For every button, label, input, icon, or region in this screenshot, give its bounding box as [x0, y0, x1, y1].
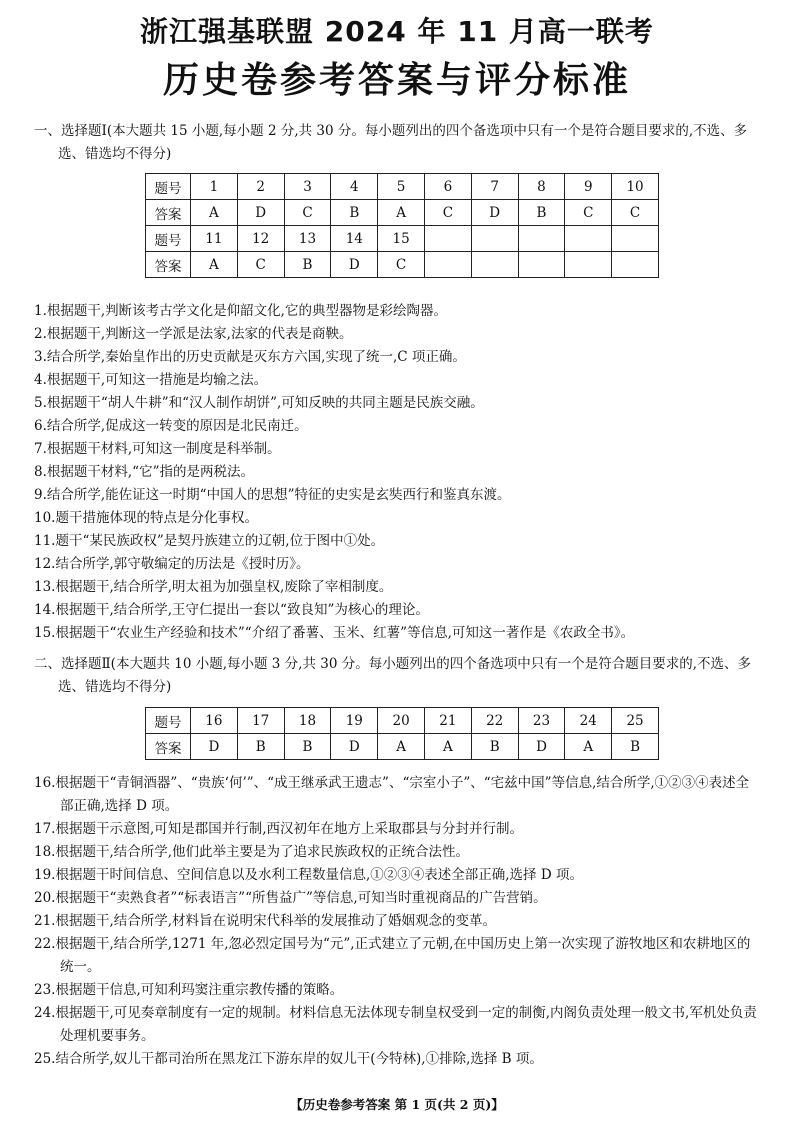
explanation-item: 1.根据题干,判断该考古学文化是仰韶文化,它的典型器物是彩绘陶器。	[34, 303, 447, 319]
explanations-list-2	[34, 772, 762, 1071]
table-cell	[518, 226, 565, 252]
table-cell: 23	[518, 708, 565, 734]
explanation-item: 21.根据题干,结合所学,材料旨在说明宋代科举的发展推动了婚姻观念的变革。	[34, 913, 497, 929]
explanation-item: 25.结合所学,奴儿干都司治所在黑龙江下游东岸的奴儿干(今特林),①排除,选择 B 项。	[34, 1051, 543, 1067]
table-cell: 16	[191, 708, 238, 734]
explanation-item: 8.根据题干材料,“它”指的是两税法。	[34, 464, 254, 480]
question-number-row	[146, 174, 659, 200]
table-cell: 10	[612, 174, 659, 200]
explanation-item: 6.结合所学,促成这一转变的原因是北民南迁。	[34, 418, 308, 434]
table-cell: 4	[331, 174, 378, 200]
table-row-label: 题号	[146, 708, 191, 734]
section1-intro-text: 一、选择题Ⅰ(本大题共 15 小题,每小题 2 分,共 30 分。每小题列出的四个备选项中只有一个是符合题目要求的,不选、多选、错选均不得分)	[34, 123, 748, 162]
explanation-item: 22.根据题干,结合所学,1271 年,忽必烈定国号为“元”,正式建立了元朝,在中国历史上第一次实现了游牧地区和农耕地区的统一。	[34, 936, 751, 975]
table-cell	[424, 252, 471, 278]
answer-table-1	[145, 173, 659, 278]
table-cell: 14	[331, 226, 378, 252]
table-cell: C	[424, 200, 471, 226]
table-cell	[612, 226, 659, 252]
table-cell: 24	[565, 708, 612, 734]
table-cell: 7	[471, 174, 518, 200]
table-cell: A	[378, 200, 425, 226]
explanation-item: 11.题干“某民族政权”是契丹族建立的辽朝,位于图中①处。	[34, 533, 385, 549]
table-cell: 3	[284, 174, 331, 200]
table-cell: 18	[284, 708, 331, 734]
table-cell: 20	[378, 708, 425, 734]
explanation-item: 17.根据题干示意图,可知是郡国并行制,西汉初年在地方上采取郡县与分封并行制。	[34, 821, 524, 837]
table-cell: C	[565, 200, 612, 226]
explanation-item: 7.根据题干材料,可知这一制度是科举制。	[34, 441, 281, 457]
answer-table-2	[145, 707, 659, 760]
table-cell: C	[237, 252, 284, 278]
explanation-item: 19.根据题干时间信息、空间信息以及水利工程数量信息,①②③④表述全部正确,选择 D 项。	[34, 867, 583, 883]
table-cell: A	[424, 734, 471, 760]
table-cell	[612, 252, 659, 278]
explanation-item: 16.根据题干“青铜酒器”、“贵族‘何’”、“成王继承武王遗志”、“宗室小子”、“宅兹中国”等信息,结合所学,①②③④表述全部正确,选择 D 项。	[34, 775, 750, 814]
table-cell	[471, 252, 518, 278]
table-cell: A	[378, 734, 425, 760]
explanation-item: 4.根据题干,可知这一措施是均输之法。	[34, 372, 268, 388]
table-cell: 9	[565, 174, 612, 200]
table-cell	[565, 226, 612, 252]
table-cell: B	[471, 734, 518, 760]
table-cell: B	[331, 200, 378, 226]
section2-intro-text: 二、选择题Ⅱ(本大题共 10 小题,每小题 3 分,共 30 分。每小题列出的四个备选项中只有一个是符合题目要求的,不选、多选、错选均不得分)	[34, 656, 752, 695]
table-row-label: 答案	[146, 252, 191, 278]
page-title: 浙江强基联盟 2024 年 11 月高一联考	[140, 15, 654, 48]
table-cell: D	[471, 200, 518, 226]
table-cell: 11	[191, 226, 238, 252]
page-footer: 【历史卷参考答案 第 1 页(共 2 页)】	[290, 1097, 504, 1112]
table-cell: A	[565, 734, 612, 760]
explanation-item: 2.根据题干,判断这一学派是法家,法家的代表是商鞅。	[34, 326, 353, 342]
table-cell: 5	[378, 174, 425, 200]
explanation-item: 10.题干措施体现的特点是分化事权。	[34, 510, 258, 526]
table-cell: B	[518, 200, 565, 226]
table-cell: 6	[424, 174, 471, 200]
question-number-row	[146, 708, 659, 734]
explanation-item: 20.根据题干“卖熟食者”“标表语言”“所售益广”等信息,可知当时重视商品的广告营销。	[34, 890, 547, 906]
table-cell: C	[378, 252, 425, 278]
answer-row	[146, 734, 659, 760]
table-cell: B	[612, 734, 659, 760]
table-cell: B	[237, 734, 284, 760]
explanation-item: 18.根据题干,结合所学,他们此举主要是为了追求民族政权的正统合法性。	[34, 844, 470, 860]
explanations-list-1	[34, 300, 762, 645]
table-cell: D	[191, 734, 238, 760]
explanation-item: 12.结合所学,郭守敬编定的历法是《授时历》。	[34, 556, 310, 572]
table-row-label: 题号	[146, 226, 191, 252]
table-cell: D	[518, 734, 565, 760]
table-row-label: 答案	[146, 200, 191, 226]
table-cell: 17	[237, 708, 284, 734]
explanation-item: 9.结合所学,能佐证这一时期“中国人的思想”特征的史实是玄奘西行和鉴真东渡。	[34, 487, 511, 503]
table-cell: D	[331, 252, 378, 278]
table-cell: A	[191, 200, 238, 226]
section2-intro	[34, 653, 762, 699]
table-cell: B	[284, 734, 331, 760]
table-cell: 21	[424, 708, 471, 734]
table-cell: 19	[331, 708, 378, 734]
explanation-item: 15.根据题干“农业生产经验和技术”“介绍了番薯、玉米、红薯”等信息,可知这一著作是《农政全书》。	[34, 625, 635, 641]
table-cell	[518, 252, 565, 278]
question-number-row	[146, 226, 659, 252]
table-cell: A	[191, 252, 238, 278]
table-cell	[424, 226, 471, 252]
table-cell: 12	[237, 226, 284, 252]
table-cell: 13	[284, 226, 331, 252]
section1-intro	[34, 120, 762, 166]
table-cell: 8	[518, 174, 565, 200]
table-cell: 2	[237, 174, 284, 200]
table-cell: 22	[471, 708, 518, 734]
explanation-item: 13.根据题干,结合所学,明太祖为加强皇权,废除了宰相制度。	[34, 579, 393, 595]
table-cell: B	[284, 252, 331, 278]
table-cell: 15	[378, 226, 425, 252]
table-row-label: 题号	[146, 174, 191, 200]
explanation-item: 14.根据题干,结合所学,王守仁提出一套以“致良知”为核心的理论。	[34, 602, 429, 618]
table-cell: 25	[612, 708, 659, 734]
answer-row	[146, 252, 659, 278]
explanation-item: 23.根据题干信息,可知利玛窦注重宗教传播的策略。	[34, 982, 344, 998]
table-cell	[565, 252, 612, 278]
explanation-item: 24.根据题干,可见奏章制度有一定的规制。材料信息无法体现专制皇权受到一定的制衡,内阁负责处理一般文书,军机处负责处理机要事务。	[34, 1005, 757, 1044]
page-subtitle: 历史卷参考答案与评分标准	[162, 59, 631, 101]
explanation-item: 3.结合所学,秦始皇作出的历史贡献是灭东方六国,实现了统一,C 项正确。	[34, 349, 466, 365]
explanation-item: 5.根据题干“胡人牛耕”和“汉人制作胡饼”,可知反映的共同主题是民族交融。	[34, 395, 484, 411]
table-cell	[471, 226, 518, 252]
table-cell: C	[284, 200, 331, 226]
table-row-label: 答案	[146, 734, 191, 760]
answer-row	[146, 200, 659, 226]
table-cell: D	[331, 734, 378, 760]
table-cell: D	[237, 200, 284, 226]
table-cell: 1	[191, 174, 238, 200]
table-cell: C	[612, 200, 659, 226]
